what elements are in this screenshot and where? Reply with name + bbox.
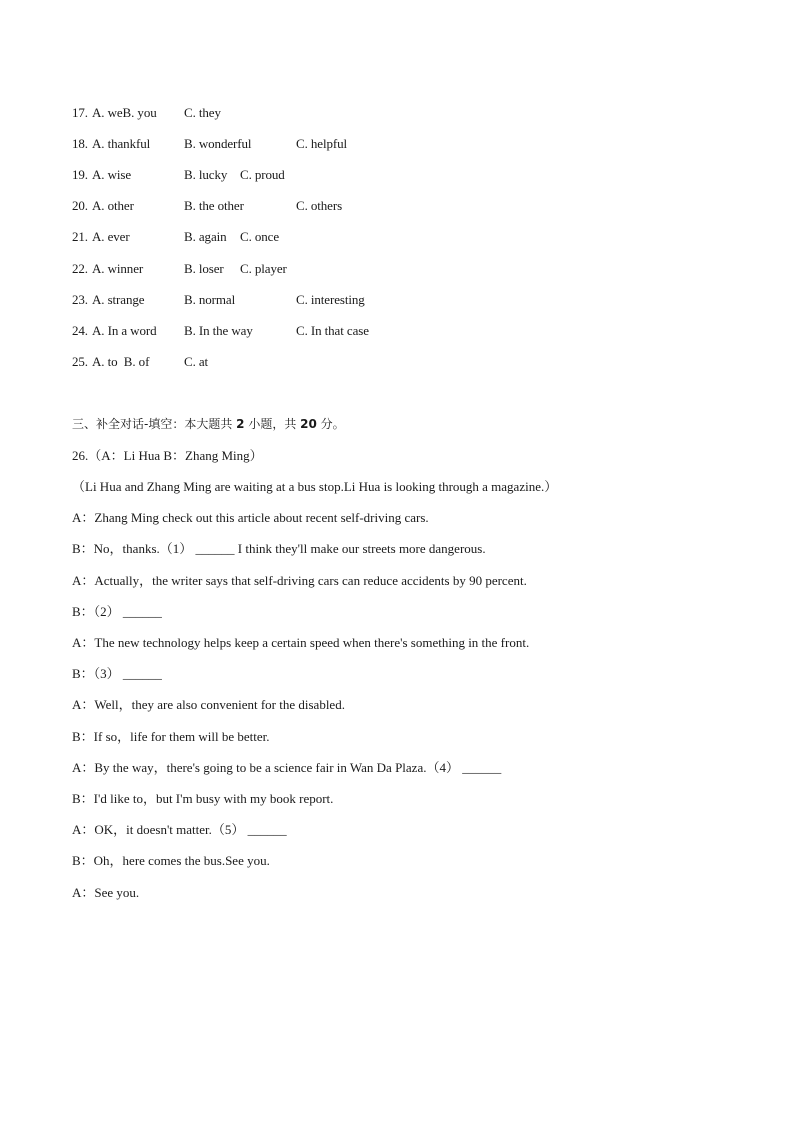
section-heading-prefix: 三、补全对话-填空：本大题共 — [72, 417, 237, 431]
question-title: 26.（A：Li Hua B：Zhang Ming） — [72, 448, 263, 463]
section-question-count: 2 — [236, 417, 245, 431]
choice-b: B. In the way — [184, 323, 253, 338]
section-heading — [72, 416, 345, 432]
dialogue-line: A：By the way，there's going to be a science fair in Wan Da Plaza.（4） ______ — [72, 760, 502, 775]
choice-b: B. lucky — [184, 167, 228, 182]
dialogue-line: A：See you. — [72, 885, 140, 900]
choice-b: B. again — [184, 229, 227, 244]
dialogue-line: A：Actually，the writer says that self-driving cars can reduce accidents by 90 percent. — [72, 573, 527, 588]
choice-c: C. proud — [240, 167, 285, 182]
dialogue-line: B：No，thanks.（1） ______ I think they'll make our streets more dangerous. — [72, 541, 486, 556]
dialogue-line: A：Well，they are also convenient for the disabled. — [72, 697, 345, 712]
choice-number: 21. — [72, 229, 88, 244]
choice-a: A. weB. you — [92, 105, 157, 120]
section-heading-mid: 小题，共 — [244, 417, 301, 431]
choice-number: 22. — [72, 261, 88, 276]
choice-b: B. the other — [184, 198, 244, 213]
choice-a: A. other — [92, 198, 134, 213]
choice-c: C. others — [296, 198, 343, 213]
choice-c: C. helpful — [296, 136, 347, 151]
choice-b: B. loser — [184, 261, 224, 276]
dialogue-line: A：The new technology helps keep a certain speed when there's something in the front. — [72, 635, 530, 650]
section-heading-suffix: 分。 — [316, 417, 345, 431]
question-intro: （Li Hua and Zhang Ming are waiting at a bus stop.Li Hua is looking through a magazine.） — [72, 479, 558, 494]
choice-number: 18. — [72, 136, 88, 151]
choice-c: C. once — [240, 229, 280, 244]
choice-a: A. thankful — [92, 136, 151, 151]
dialogue-line: A：Zhang Ming check out this article about recent self-driving cars. — [72, 510, 429, 525]
dialogue-line: B：I'd like to，but I'm busy with my book report. — [72, 791, 334, 806]
dialogue-line: B：Oh，here comes the bus.See you. — [72, 853, 270, 868]
choice-c: C. interesting — [296, 292, 365, 307]
choice-a: A. In a word — [92, 323, 157, 338]
choice-number: 25. — [72, 354, 88, 369]
choice-a: A. strange — [92, 292, 145, 307]
choice-a: A. ever — [92, 229, 130, 244]
choice-c: C. player — [240, 261, 287, 276]
section-score: 20 — [300, 417, 317, 431]
choice-number: 23. — [72, 292, 88, 307]
dialogue-line: B：If so，life for them will be better. — [72, 729, 270, 744]
choice-c: C. In that case — [296, 323, 369, 338]
choice-b: B. normal — [184, 292, 236, 307]
choice-a: A. winner — [92, 261, 144, 276]
choice-number: 20. — [72, 198, 88, 213]
dialogue-line: B：（3） ______ — [72, 666, 162, 681]
choice-c: C. they — [184, 105, 221, 120]
choice-c: C. at — [184, 354, 209, 369]
choice-number: 24. — [72, 323, 88, 338]
choice-a: A. wise — [92, 167, 132, 182]
dialogue-line: B：（2） ______ — [72, 604, 162, 619]
choice-number: 17. — [72, 105, 88, 120]
dialogue-line: A：OK，it doesn't matter.（5） ______ — [72, 822, 287, 837]
choice-b: B. wonderful — [184, 136, 252, 151]
choice-number: 19. — [72, 167, 88, 182]
choice-a: A. to B. of — [92, 354, 150, 369]
